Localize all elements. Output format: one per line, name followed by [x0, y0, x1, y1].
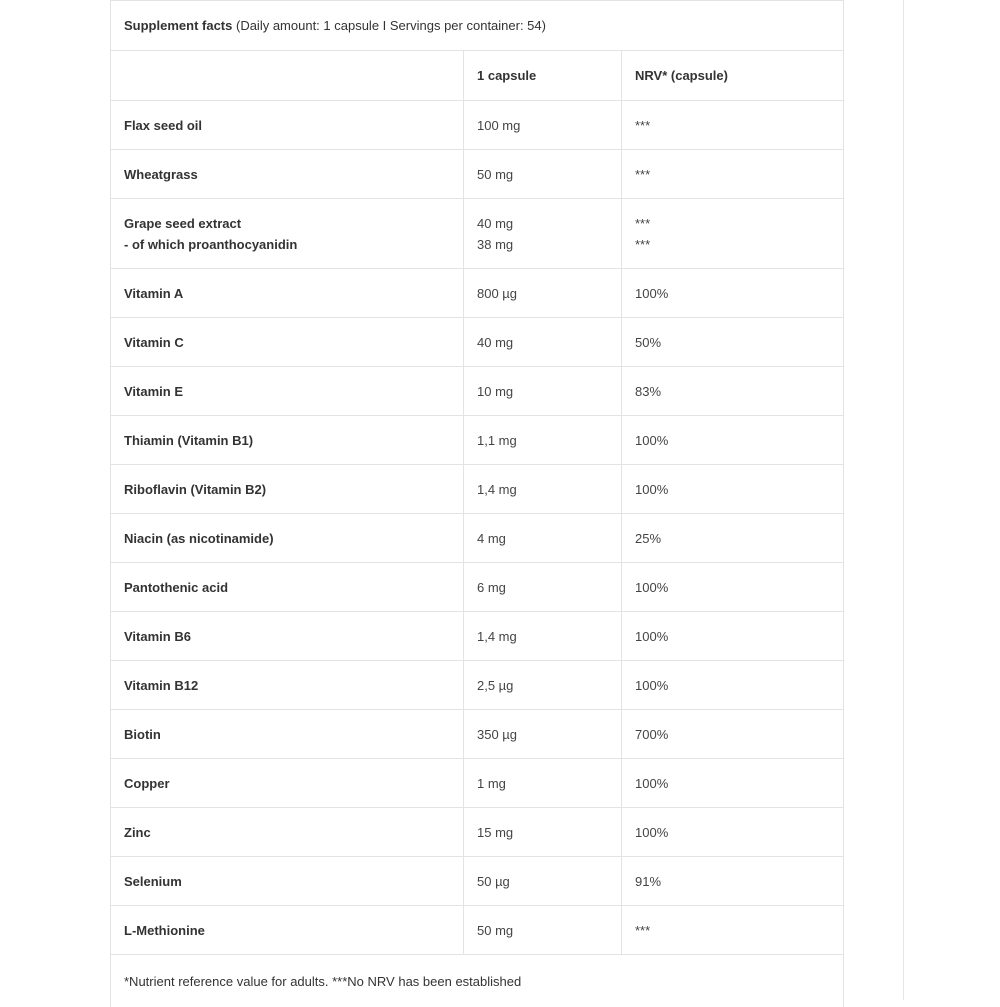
table-row [111, 416, 844, 465]
nutrient-name-cell [111, 318, 464, 367]
nutrient-amount-cell [464, 416, 622, 465]
supplement-facts-table [110, 0, 844, 1007]
table-row [111, 318, 844, 367]
nutrient-nrv-cell [622, 465, 844, 514]
nutrient-nrv-cell-text: 50% [635, 332, 830, 353]
nutrient-amount-cell-text: 40 mg [477, 213, 608, 234]
page-divider-line [903, 0, 904, 1000]
table-row [111, 101, 844, 150]
nutrient-nrv-cell-text: *** [635, 164, 830, 185]
nutrient-amount-cell [464, 199, 622, 269]
nutrient-name-cell [111, 367, 464, 416]
header-amount-cell: 1 capsule [464, 51, 622, 101]
nutrient-amount-cell-text: 800 µg [477, 283, 608, 304]
nutrient-amount-cell-text: 50 mg [477, 164, 608, 185]
nutrient-name-cell-subtext: - of which proanthocyanidin [124, 234, 450, 255]
nutrient-nrv-cell [622, 199, 844, 269]
nutrient-nrv-cell-text: 83% [635, 381, 830, 402]
table-title-row [111, 1, 844, 51]
table-row [111, 269, 844, 318]
nutrient-name-cell-text: Biotin [124, 724, 450, 745]
nutrient-nrv-cell [622, 269, 844, 318]
nutrient-amount-cell [464, 710, 622, 759]
nutrient-name-cell [111, 514, 464, 563]
nutrient-name-cell [111, 416, 464, 465]
nutrient-nrv-cell-text: 100% [635, 430, 830, 451]
nutrient-nrv-cell-text: 100% [635, 283, 830, 304]
nutrient-name-cell-text: Selenium [124, 871, 450, 892]
nutrient-name-cell [111, 857, 464, 906]
nutrient-amount-cell-text: 350 µg [477, 724, 608, 745]
nutrient-name-cell-text: Niacin (as nicotinamide) [124, 528, 450, 549]
table-footer-row [111, 955, 844, 1007]
nutrient-amount-cell [464, 269, 622, 318]
nutrient-nrv-cell [622, 101, 844, 150]
nutrient-nrv-cell [622, 367, 844, 416]
table-title-cell [111, 1, 844, 51]
nutrient-amount-cell [464, 906, 622, 955]
nutrient-amount-cell [464, 612, 622, 661]
nutrient-nrv-cell-text: *** [635, 213, 830, 234]
nutrient-nrv-cell [622, 857, 844, 906]
table-row [111, 367, 844, 416]
nutrient-name-cell [111, 759, 464, 808]
nutrient-amount-cell [464, 101, 622, 150]
nutrient-name-cell-text: Grape seed extract [124, 213, 450, 234]
nutrient-name-cell-text: Pantothenic acid [124, 577, 450, 598]
nutrient-name-cell [111, 101, 464, 150]
nutrient-name-cell [111, 465, 464, 514]
nutrient-amount-cell-text: 15 mg [477, 822, 608, 843]
nutrient-amount-cell-text: 50 mg [477, 920, 608, 941]
nutrient-nrv-cell [622, 612, 844, 661]
nutrient-nrv-cell [622, 710, 844, 759]
nutrient-nrv-cell [622, 759, 844, 808]
nutrient-nrv-cell-text: 100% [635, 773, 830, 794]
table-row [111, 857, 844, 906]
nutrient-amount-cell-text: 10 mg [477, 381, 608, 402]
nutrient-name-cell-text: Wheatgrass [124, 164, 450, 185]
header-blank-cell [111, 51, 464, 101]
nutrient-amount-cell [464, 367, 622, 416]
nutrient-name-cell [111, 269, 464, 318]
nutrient-nrv-cell [622, 563, 844, 612]
nutrient-amount-cell-text: 100 mg [477, 115, 608, 136]
table-row [111, 906, 844, 955]
table-row [111, 199, 844, 269]
footer-note: *Nutrient reference value for adults. ***No NRV has been established [111, 955, 844, 1007]
nutrient-amount-cell-subtext: 38 mg [477, 234, 608, 255]
nutrient-name-cell [111, 612, 464, 661]
table-row [111, 465, 844, 514]
table-header-row [111, 51, 844, 101]
nutrient-name-cell-text: Vitamin E [124, 381, 450, 402]
nutrient-amount-cell [464, 661, 622, 710]
nutrient-amount-cell [464, 759, 622, 808]
nutrient-nrv-cell-text: 100% [635, 479, 830, 500]
table-row [111, 808, 844, 857]
nutrient-nrv-cell-text: *** [635, 920, 830, 941]
nutrient-name-cell-text: Thiamin (Vitamin B1) [124, 430, 450, 451]
nutrient-nrv-cell [622, 150, 844, 199]
nutrient-name-cell [111, 150, 464, 199]
nutrient-name-cell [111, 906, 464, 955]
nutrient-name-cell-text: Copper [124, 773, 450, 794]
nutrient-nrv-cell-text: 100% [635, 822, 830, 843]
nutrient-name-cell [111, 661, 464, 710]
nutrient-name-cell-text: Vitamin A [124, 283, 450, 304]
table-row [111, 150, 844, 199]
nutrient-nrv-cell [622, 808, 844, 857]
nutrient-amount-cell-text: 1 mg [477, 773, 608, 794]
nutrient-name-cell [111, 563, 464, 612]
nutrient-nrv-cell-text: 700% [635, 724, 830, 745]
table-row [111, 514, 844, 563]
table-row [111, 710, 844, 759]
table-title-detail: (Daily amount: 1 capsule I Servings per container: 54) [236, 18, 546, 33]
nutrient-amount-cell-text: 40 mg [477, 332, 608, 353]
nutrient-name-cell [111, 710, 464, 759]
nutrient-amount-cell-text: 1,4 mg [477, 626, 608, 647]
nutrient-nrv-cell-text: *** [635, 115, 830, 136]
nutrient-nrv-cell [622, 906, 844, 955]
nutrient-amount-cell-text: 4 mg [477, 528, 608, 549]
nutrient-nrv-cell [622, 661, 844, 710]
nutrient-name-cell-text: Zinc [124, 822, 450, 843]
table-row [111, 661, 844, 710]
nutrient-amount-cell [464, 563, 622, 612]
nutrient-name-cell [111, 199, 464, 269]
nutrient-nrv-cell-text: 25% [635, 528, 830, 549]
nutrient-amount-cell [464, 318, 622, 367]
nutrient-amount-cell [464, 857, 622, 906]
nutrient-name-cell-text: Flax seed oil [124, 115, 450, 136]
nutrient-nrv-cell [622, 318, 844, 367]
nutrient-amount-cell [464, 514, 622, 563]
table-row [111, 563, 844, 612]
nutrient-name-cell [111, 808, 464, 857]
table-row [111, 759, 844, 808]
nutrient-nrv-cell-text: 91% [635, 871, 830, 892]
nutrient-amount-cell [464, 808, 622, 857]
nutrient-amount-cell-text: 50 µg [477, 871, 608, 892]
nutrient-nrv-cell-subtext: *** [635, 234, 830, 255]
nutrient-nrv-cell-text: 100% [635, 675, 830, 696]
nutrient-nrv-cell [622, 514, 844, 563]
nutrient-nrv-cell [622, 416, 844, 465]
table-title-label: Supplement facts [124, 18, 232, 33]
nutrient-amount-cell-text: 1,1 mg [477, 430, 608, 451]
nutrient-nrv-cell-text: 100% [635, 577, 830, 598]
nutrient-nrv-cell-text: 100% [635, 626, 830, 647]
nutrient-amount-cell [464, 150, 622, 199]
nutrient-amount-cell-text: 1,4 mg [477, 479, 608, 500]
nutrient-amount-cell [464, 465, 622, 514]
nutrient-name-cell-text: L-Methionine [124, 920, 450, 941]
header-nrv-cell: NRV* (capsule) [622, 51, 844, 101]
nutrient-amount-cell-text: 6 mg [477, 577, 608, 598]
table-row [111, 612, 844, 661]
nutrient-amount-cell-text: 2,5 µg [477, 675, 608, 696]
nutrient-name-cell-text: Riboflavin (Vitamin B2) [124, 479, 450, 500]
nutrient-name-cell-text: Vitamin B6 [124, 626, 450, 647]
nutrient-name-cell-text: Vitamin B12 [124, 675, 450, 696]
nutrient-name-cell-text: Vitamin C [124, 332, 450, 353]
